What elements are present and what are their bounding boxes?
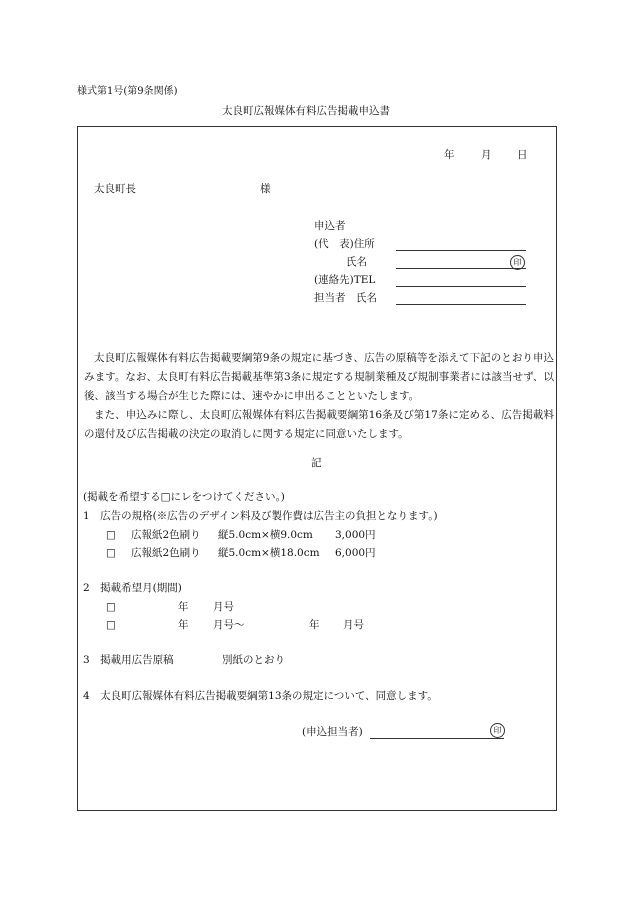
signature-label: (申込担当者) (302, 726, 363, 738)
contact-label: 担当者 氏名 (314, 292, 377, 304)
signature-line[interactable] (370, 738, 504, 739)
ki-heading: 記 (311, 457, 322, 469)
section1-option-1-media: 広報紙2色刷り (131, 529, 201, 541)
checkbox-instruction: (掲載を希望する□にレをつけてください。) (83, 491, 285, 503)
applicant-seal-icon: 印 (510, 255, 525, 270)
name-line[interactable] (396, 268, 526, 269)
tel-label: (連絡先)TEL (314, 274, 376, 286)
section1-option-2-checkbox[interactable]: □ (106, 547, 116, 559)
section1-heading: 1 広告の規格(※広告のデザイン料及び製作費は広告主の負担となります。) (83, 510, 438, 522)
address-line[interactable] (396, 250, 526, 251)
body-paragraph-1: 太良町広報媒体有料広告掲載要綱第9条の規定に基づき、広告の原稿等を添えて下記のとおり申込みます。なお、太良町有料広告掲載基準第3条に規定する規制業種及び規制事業者には該当せず、以後、該当する場合が生じた際には、速やかに申出ることといたします。 (84, 352, 554, 402)
tel-line[interactable] (396, 286, 526, 287)
section2-heading: 2 掲載希望月(期間) (83, 582, 182, 594)
addressee-honorific: 様 (260, 183, 271, 195)
document-title: 太良町広報媒体有料広告掲載申込書 (222, 105, 390, 117)
section2-row-2-month2: 月号 (343, 619, 364, 631)
section1-option-1-size: 縦5.0cm×横9.0cm (218, 529, 313, 541)
signature-seal-icon: 印 (490, 723, 505, 738)
name-label: 氏名 (346, 256, 367, 268)
applicant-heading: 申込者 (314, 220, 346, 232)
section1-option-2-size: 縦5.0cm×横18.0cm (218, 547, 320, 559)
section3-value: 別紙のとおり (222, 654, 285, 666)
date-day: 日 (517, 149, 528, 161)
section2-row-2-year: 年 (178, 619, 189, 631)
section1-option-1-checkbox[interactable]: □ (106, 529, 116, 541)
section1-option-2-price: 6,000円 (335, 547, 376, 559)
section1-option-1-price: 3,000円 (335, 529, 376, 541)
section2-row-2-year2: 年 (309, 619, 320, 631)
address-label: (代 表)住所 (314, 238, 375, 250)
contact-line[interactable] (396, 304, 526, 305)
form-number: 様式第1号(第9条関係) (77, 86, 178, 97)
date-year: 年 (444, 149, 455, 161)
section3-heading: 3 掲載用広告原稿 (83, 654, 174, 666)
section2-row-1-checkbox[interactable]: □ (106, 601, 116, 613)
date-month: 月 (481, 149, 492, 161)
section2-row-1-month: 月号 (213, 601, 234, 613)
section2-row-2-checkbox[interactable]: □ (106, 619, 116, 631)
addressee-name: 太良町長 (94, 183, 136, 195)
section2-row-2-month: 月号～ (213, 619, 245, 631)
section4-text: 4 太良町広報媒体有料広告掲載要綱第13条の規定について、同意します。 (83, 690, 438, 702)
section1-option-2-media: 広報紙2色刷り (131, 547, 201, 559)
body-paragraph-2: また、申込みに際し、太良町広報媒体有料広告掲載要綱第16条及び第17条に定める、広告掲載料の還付及び広告掲載の決定の取消しに関する規定に同意いたします。 (84, 409, 554, 440)
section2-row-1-year: 年 (178, 601, 189, 613)
